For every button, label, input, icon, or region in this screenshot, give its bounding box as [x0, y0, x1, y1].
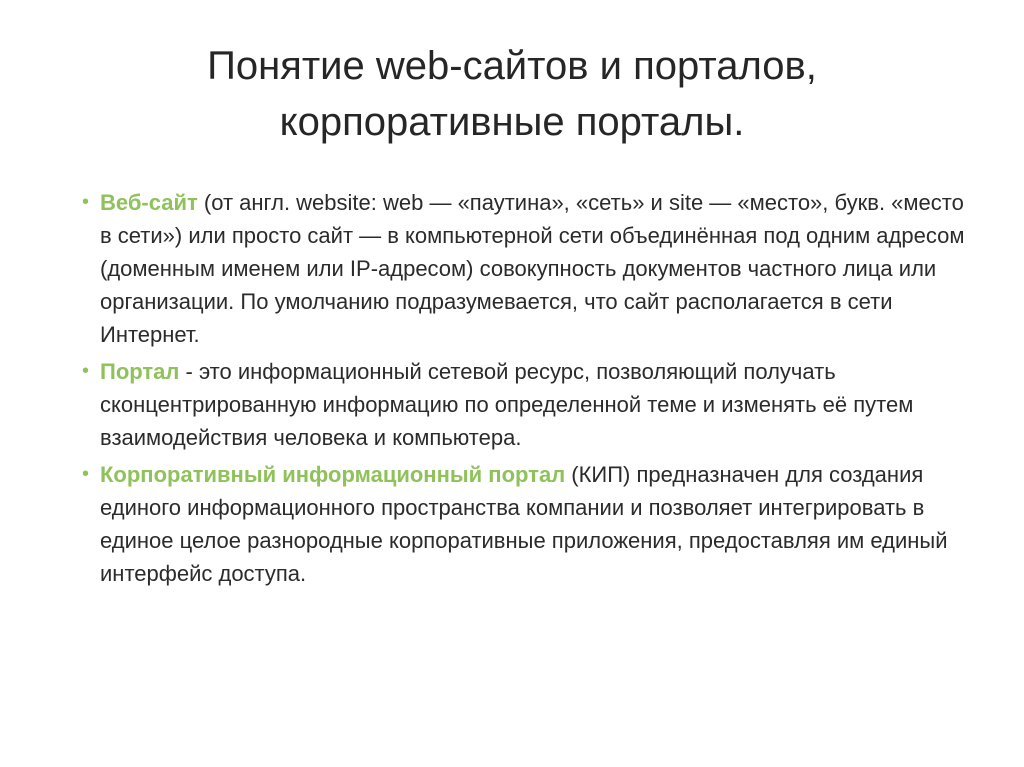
- term-website: Веб-сайт: [100, 190, 198, 215]
- bullet-icon: •: [82, 463, 90, 485]
- slide-title-line-2: корпоративные порталы.: [279, 100, 745, 144]
- bullet-icon: •: [82, 360, 90, 382]
- definition-corporate-portal: (КИП) предназначен для создания единого информационного пространства компании и позволяет интегрировать в единое целое разнородные корпоративные приложения, предоставляя им единый интерфейс доступа.: [100, 462, 948, 586]
- definition-website: (от англ. website: web — «паутина», «сеть» и site — «место», букв. «место в сети») или просто сайт — в компьютерной сети объединённая под одним адресом (доменным именем или IP-адресом) совокупность документов частного лица или организации. По умолчанию подразумевается, что сайт располагается в сети Интернет.: [100, 190, 965, 347]
- term-portal: Портал: [100, 359, 180, 384]
- bullet-item-website: [76, 186, 976, 351]
- term-corporate-portal: Корпоративный информационный портал: [100, 462, 566, 487]
- slide-title-line-1: Понятие web-сайтов и порталов,: [207, 44, 817, 88]
- definition-portal: - это информационный сетевой ресурс, позволяющий получать сконцентрированную информацию по определенной теме и изменять её путем взаимодействия человека и компьютера.: [100, 359, 914, 450]
- bullet-icon: •: [82, 191, 90, 213]
- slide-title: [80, 38, 944, 150]
- bullet-item-portal: [76, 355, 976, 454]
- bullet-item-corporate-portal: [76, 458, 976, 590]
- bullet-list: [76, 186, 976, 594]
